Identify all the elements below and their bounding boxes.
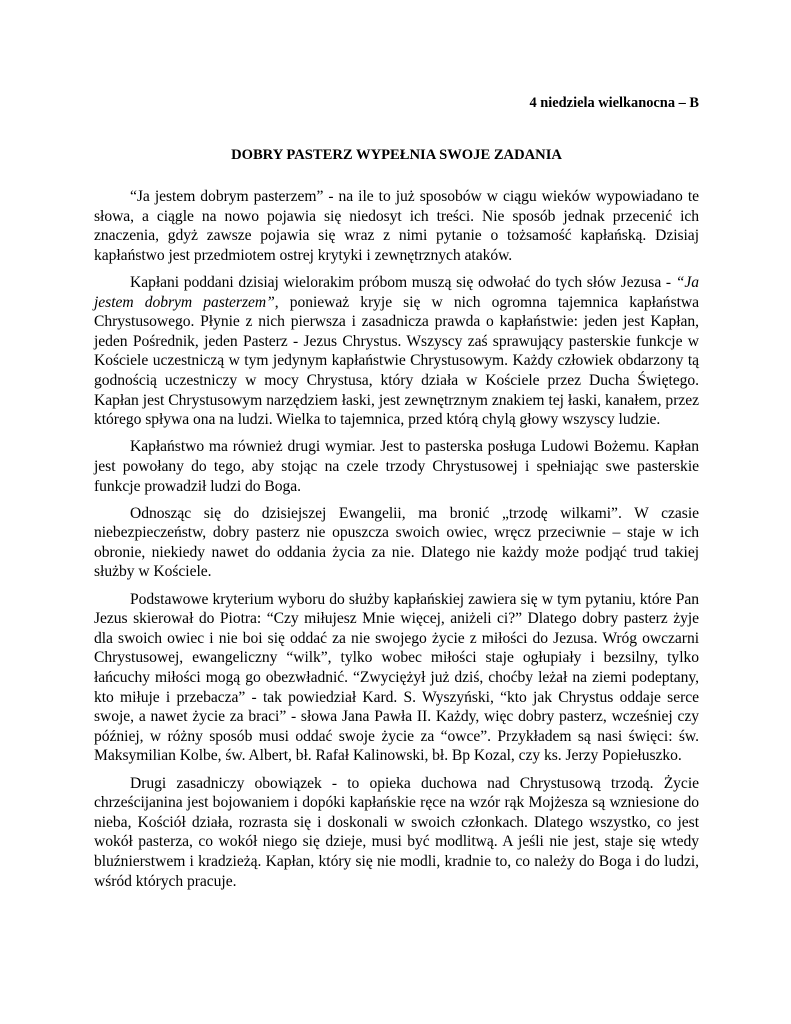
paragraph-2-rest: , ponieważ kryje się w nich ogromna tajemnica kapłaństwa Chrystusowego. Płynie z nich pierwsza i zasadnicza prawda o kapłaństwie: jeden jest Kapłan, jeden Pośrednik, jeden Pasterz - Jezus Chrystus. Wszyscy zaś sprawujący pasterskie funkcje w Kościele uczestniczą w tym jedynym kapłaństwie Chrystusowym. Każdy człowiek obdarzony tą godnością uczestniczy w mocy Chrystusa, który działa w Kościele przez Ducha Świętego. Kapłan jest Chrystusowym narzędziem łaski, jest zewnętrznym znakiem tej łaski, kanałem, przez którego spływa ona na ludzi. Wielka to tajemnica, przed którą chylą głowy wszyscy ludzie. bbox=[94, 293, 699, 429]
paragraph-5: Podstawowe kryterium wyboru do służby kapłańskiej zawiera się w tym pytaniu, które Pan Jezus skierował do Piotra: “Czy miłujesz Mnie więcej, aniżeli ci?” Dlatego dobry pasterz żyje dla swoich owiec i nie boi się oddać za nie swojego życie z miłości do Jezusa. Wróg owczarni Chrystusowej, ewangeliczny “wilk”, tylko wobec miłości staje ogłupiały i bezsilny, tylko łańcuchy miłości mogą go obezwładnić. “Zwyciężył już dziś, choćby leżał na ziemi podeptany, kto miłuje i przebacza” - tak powiedział Kard. S. Wyszyński, “kto jak Chrystus oddaje serce swoje, a nawet życie za braci” - słowa Jana Pawła II. Każdy, więc dobry pasterz, wcześniej czy później, w różny sposób musi oddać swoje życie za “owce”. Przykładem są nasi święci: św. Maksymilian Kolbe, św. Albert, bł. Rafał Kalinowski, bł. Bp Kozal, czy ks. Jerzy Popiełuszko. bbox=[94, 590, 699, 765]
paragraph-6: Drugi zasadniczy obowiązek - to opieka duchowa nad Chrystusową trzodą. Życie chrześcijanina jest bojowaniem i dopóki kapłańskie ręce na wzór rąk Mojżesza są wzniesione do nieba, Kościół działa, rozrasta się i doskonali w swoich członkach. Dlatego wszystko, co jest wokół pasterza, co wokół niego się dzieje, musi być modlitwą. A jeśli nie jest, staje się wtedy bluźnierstwem i kradzieżą. Kapłan, który się nie modli, kradnie to, co należy do Boga i do ludzi, wśród których pracuje. bbox=[94, 774, 699, 890]
liturgical-day-header: 4 niedziela wielkanocna – B bbox=[529, 95, 699, 111]
paragraph-2-quote: “Ja jestem dobrym pasterzem” bbox=[94, 273, 699, 311]
paragraph-3: Kapłaństwo ma również drugi wymiar. Jest to pasterska posługa Ludowi Bożemu. Kapłan jest powołany do tego, aby stojąc na czele trzody Chrystusowej i spełniając swe pasterskie funkcje prowadził ludzi do Boga. bbox=[94, 438, 699, 495]
document-body bbox=[94, 187, 699, 899]
paragraph-4: Odnosząc się do dzisiejszej Ewangelii, ma bronić „trzodę wilkami”. W czasie niebezpieczeństw, dobry pasterz nie opuszcza swoich owiec, wręcz przeciwnie – staje w ich obronie, niekiedy nawet do oddania życia za nie. Dlatego nie każdy może podjąć trud takiej służby w Kościele. bbox=[94, 504, 699, 581]
paragraph-2 bbox=[94, 273, 699, 430]
paragraph-1: “Ja jestem dobrym pasterzem” - na ile to już sposobów w ciągu wieków wypowiadano te słowa, a ciągle na nowo pojawia się niedosyt ich treści. Nie sposób jednak przecenić ich znaczenia, gdyż zawsze pojawia się wraz z nimi pytanie o tożsamość kapłańską. Dzisiaj kapłaństwo jest przedmiotem ostrej krytyki i zewnętrznych ataków. bbox=[94, 188, 699, 264]
paragraph-2-start: Kapłani poddani dzisiaj wielorakim próbom muszą się odwołać do tych słów Jezusa - bbox=[130, 273, 676, 291]
page-title: DOBRY PASTERZ WYPEŁNIA SWOJE ZADANIA bbox=[231, 147, 562, 163]
document-page bbox=[94, 0, 699, 1024]
